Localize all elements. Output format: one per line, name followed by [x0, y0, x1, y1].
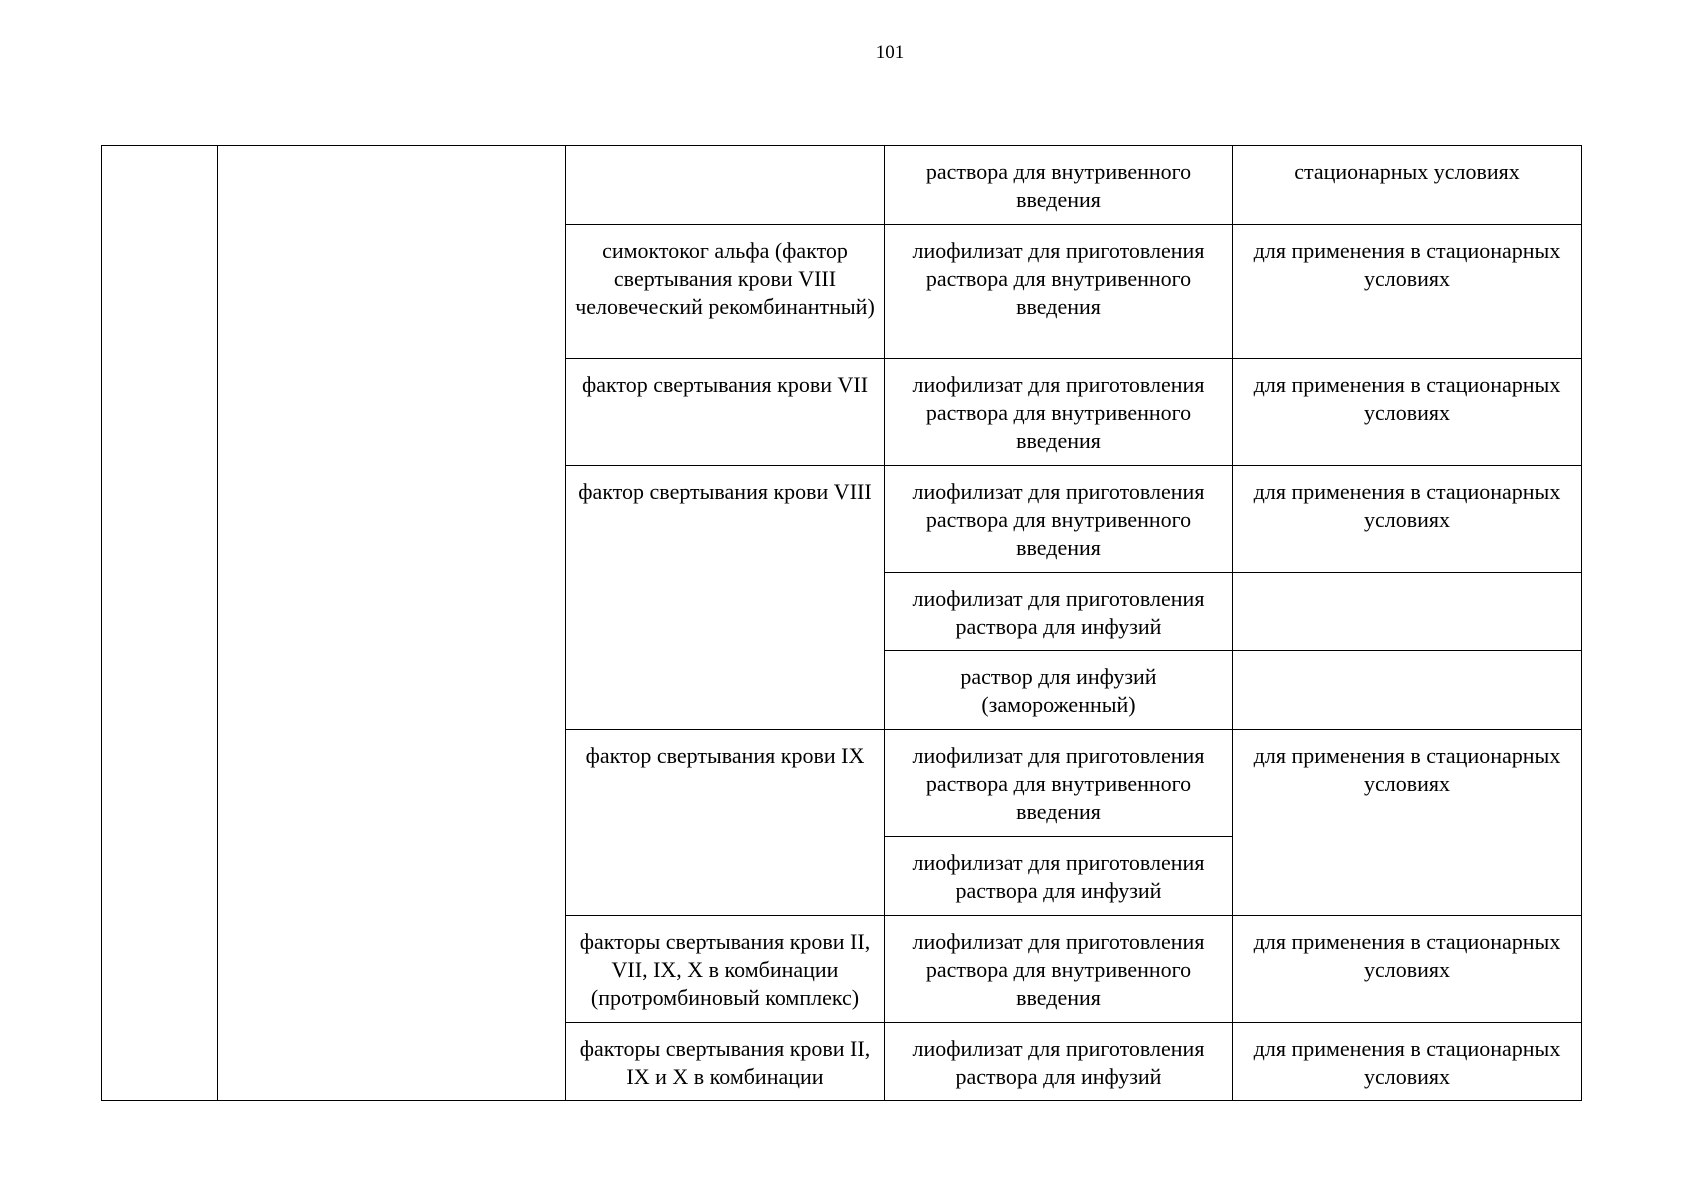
drug-name-cell: факторы свертывания крови II, VII, IX, X в комбинации (протромбиновый комплекс) [566, 916, 885, 1023]
drug-name-cell: фактор свертывания крови VII [566, 359, 885, 466]
note-cell: для применения в стационарных условиях [1233, 225, 1582, 359]
drug-name-cell [566, 146, 885, 225]
note-cell: для применения в стационарных условиях [1233, 1023, 1582, 1101]
note-cell: для применения в стационарных условиях [1233, 730, 1582, 916]
note-cell [1233, 573, 1582, 651]
page-number: 101 [875, 42, 905, 63]
dosage-form-cell: лиофилизат для приготовления раствора для внутривенного введения [885, 225, 1233, 359]
drug-name-cell: факторы свертывания крови II, IX и X в комбинации [566, 1023, 885, 1101]
drug-name-cell: фактор свертывания крови VIII [566, 466, 885, 730]
dosage-form-cell: лиофилизат для приготовления раствора для внутривенного введения [885, 466, 1233, 573]
note-cell: для применения в стационарных условиях [1233, 466, 1582, 573]
note-cell [1233, 651, 1582, 730]
dosage-form-cell: лиофилизат для приготовления раствора для инфузий [885, 573, 1233, 651]
code-cell [102, 146, 218, 1101]
dosage-form-cell: лиофилизат для приготовления раствора для внутривенного введения [885, 359, 1233, 466]
dosage-form-cell: раствора для внутривенного введения [885, 146, 1233, 225]
note-cell: для применения в стационарных условиях [1233, 916, 1582, 1023]
drug-name-cell: симоктоког альфа (фактор свертывания крови VIII человеческий рекомбинантный) [566, 225, 885, 359]
dosage-form-cell: лиофилизат для приготовления раствора для инфузий [885, 1023, 1233, 1101]
dosage-form-cell: лиофилизат для приготовления раствора для внутривенного введения [885, 730, 1233, 837]
note-cell: для применения в стационарных условиях [1233, 359, 1582, 466]
note-cell: стационарных условиях [1233, 146, 1582, 225]
dosage-form-cell: раствор для инфузий (замороженный) [885, 651, 1233, 730]
dosage-form-cell: лиофилизат для приготовления раствора для инфузий [885, 837, 1233, 916]
dosage-form-cell: лиофилизат для приготовления раствора для внутривенного введения [885, 916, 1233, 1023]
group-cell [218, 146, 566, 1101]
drug-name-cell: фактор свертывания крови IX [566, 730, 885, 916]
drug-table [101, 145, 1582, 1101]
table-row [102, 146, 1582, 225]
